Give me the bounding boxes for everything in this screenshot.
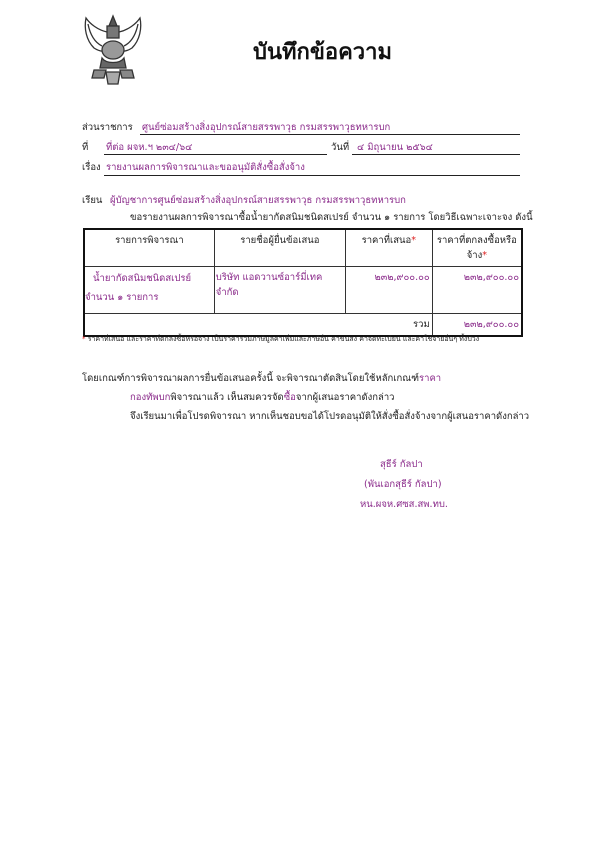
body-line-1: โดยเกณฑ์การพิจารณาผลการยื่นข้อเสนอครั้งนี้ จะพิจารณาตัดสินโดยใช้หลักเกณฑ์ราคา <box>82 373 442 384</box>
signature-full-name: (พันเอกสุธีร์ กัลปา) <box>364 479 442 490</box>
subject-label: เรื่อง <box>82 162 101 173</box>
department-label: ส่วนราชการ <box>82 122 133 133</box>
header-vendor: รายชื่อผู้ยื่นข้อเสนอ <box>214 229 345 267</box>
date-label: วันที่ <box>331 142 350 153</box>
cell-vendor: บริษัท แอดวานซ์อาร์มี่เทค จำกัด <box>214 267 345 314</box>
header-agreed: ราคาที่ตกลงซื้อหรือจ้าง* <box>432 229 522 267</box>
signature-name: สุธีร์ กัลปา <box>380 459 423 470</box>
cell-agreed: ๒๓๒,๙๐๐.๐๐ <box>432 267 522 314</box>
table-total-row <box>84 314 522 337</box>
ref-label: ที่ <box>82 142 89 153</box>
footnote: * ราคาที่เสนอ และราคาที่ตกลงซื้อหรือจ้าง เป็นราคารวมภาษีมูลค่าเพิ่มและภาษีอื่น ค่าขนส่ง ค่าจดทะเบียน และค่าใช้จ่ายอื่นๆ ทั้งปวง <box>82 335 480 343</box>
ref-value: ที่ต่อ ผจห.ฯ ๒๓๔/๖๔ <box>106 142 193 153</box>
salutation-label: เรียน <box>82 195 103 206</box>
total-value: ๒๓๒,๙๐๐.๐๐ <box>432 314 522 337</box>
total-label: รวม <box>84 314 432 337</box>
header-offered: ราคาที่เสนอ* <box>345 229 432 267</box>
price-table <box>83 228 523 337</box>
department-value: ศูนย์ซ่อมสร้างสิ่งอุปกรณ์สายสรรพาวุธ กรมสรรพาวุธทหารบก <box>142 122 391 133</box>
date-underline <box>352 154 520 155</box>
signature-position: หน.ผจห.ศซส.สพ.ทบ. <box>360 499 448 510</box>
ref-underline <box>104 154 327 155</box>
document-title: บันทึกข้อความ <box>253 40 393 65</box>
table-header-row <box>84 229 522 267</box>
garuda-emblem <box>80 12 146 88</box>
department-underline <box>140 134 520 135</box>
salutation-value: ผู้บัญชาการศูนย์ซ่อมสร้างสิ่งอุปกรณ์สายสรรพาวุธ กรมสรรพาวุธทหารบก <box>110 195 406 206</box>
cell-offered: ๒๓๒,๙๐๐.๐๐ <box>345 267 432 314</box>
table-row <box>84 267 522 314</box>
cell-item: น้ำยากัดสนิมชนิดสเปรย์ จำนวน ๑ รายการ <box>84 267 214 314</box>
subject-underline <box>104 175 520 176</box>
body-line-3: จึงเรียนมาเพื่อโปรดพิจารณา หากเห็นชอบขอได้โปรดอนุมัติให้สั่งซื้อสั่งจ้างจากผู้เสนอราคาดังกล่าว <box>130 411 530 422</box>
header-item: รายการพิจารณา <box>84 229 214 267</box>
intro-text: ขอรายงานผลการพิจารณาซื้อน้ำยากัดสนิมชนิดสเปรย์ จำนวน ๑ รายการ โดยวิธีเฉพาะเจาะจง ดังนี้ <box>130 212 533 223</box>
date-value: ๔ มิถุนายน ๒๕๖๔ <box>357 142 433 153</box>
subject-value: รายงานผลการพิจารณาและขออนุมัติสั่งซื้อสั่งจ้าง <box>106 162 305 173</box>
body-line-2: กองทัพบกพิจารณาแล้ว เห็นสมควรจัดซื้อจากผู้เสนอราคาดังกล่าว <box>130 392 395 403</box>
